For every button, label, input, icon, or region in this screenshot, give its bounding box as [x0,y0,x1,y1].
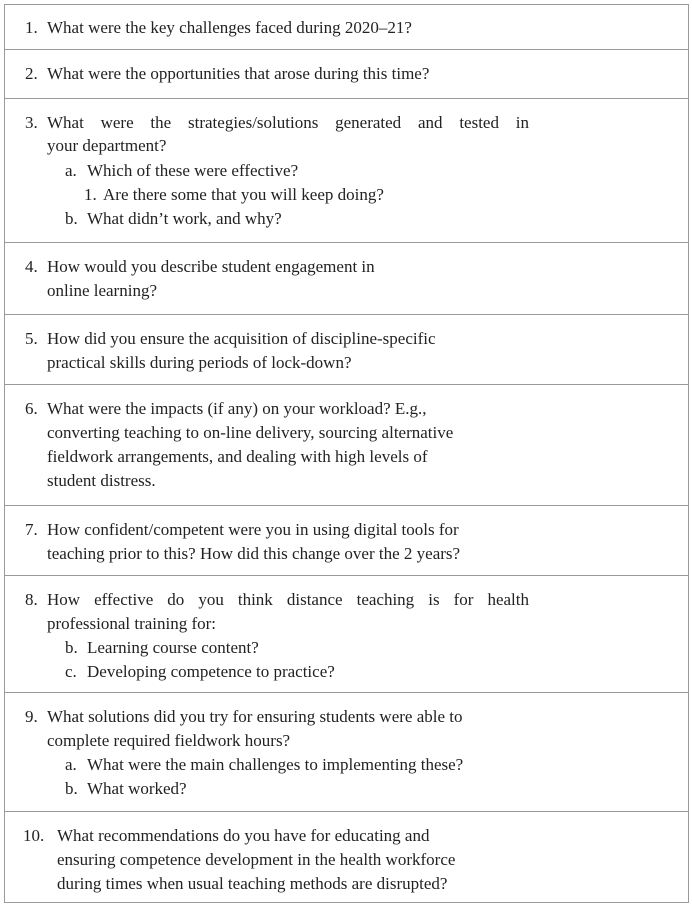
question-number: 3. [25,113,38,132]
question-text: ensuring competence development in the health workforce [57,850,456,869]
sub-item-marker: a. [65,161,77,180]
question-row-1 [5,5,688,49]
sub-item-marker: c. [65,662,77,681]
question-text: What were the impacts (if any) on your workload? E.g., [47,399,427,418]
sub-item-text: Learning course content? [87,638,259,657]
question-row-10 [5,811,688,902]
sub-item-marker: b. [65,638,78,657]
sub-item-marker: b. [65,779,78,798]
question-number: 4. [25,257,38,276]
question-number: 7. [25,520,38,539]
sub-item-text: What were the main challenges to implementing these? [87,755,464,774]
question-number: 8. [25,590,38,609]
question-text: What were the key challenges faced during 2020–21? [47,18,412,37]
question-number: 2. [25,64,38,83]
question-text: How did you ensure the acquisition of discipline-specific [47,329,436,348]
question-text: How confident/competent were you in using digital tools for [47,520,459,539]
sub-item-marker: a. [65,755,77,774]
question-row-4 [5,242,688,314]
question-text: How effective do you think distance teaching is for health [47,590,529,609]
question-text: fieldwork arrangements, and dealing with high levels of [47,447,428,466]
question-number: 5. [25,329,38,348]
question-text: during times when usual teaching methods are disrupted? [57,874,448,893]
sub-item-text: Which of these were effective? [87,161,299,180]
question-text: teaching prior to this? How did this change over the 2 years? [47,544,461,563]
question-row-6 [5,384,688,505]
question-text: complete required fieldwork hours? [47,731,291,750]
question-text: What solutions did you try for ensuring students were able to [47,707,463,726]
question-text: What were the opportunities that arose during this time? [47,64,430,83]
question-row-3 [5,98,688,242]
sub-item-text: What worked? [87,779,187,798]
question-row-5 [5,314,688,384]
question-number: 6. [25,399,38,418]
sub-item-text: Are there some that you will keep doing? [103,185,384,204]
question-text: online learning? [47,281,157,300]
question-row-2 [5,49,688,98]
question-text: student distress. [47,471,156,490]
question-row-9 [5,692,688,811]
question-text: your department? [47,136,167,155]
question-number: 1. [25,18,38,37]
sub-item-text: What didn’t work, and why? [87,209,282,228]
question-text: practical skills during periods of lock-down? [47,353,352,372]
sub-item-text: Developing competence to practice? [87,662,335,681]
question-row-8 [5,575,688,692]
question-text: What recommendations do you have for educating and [57,826,430,845]
question-text: converting teaching to on-line delivery, sourcing alternative [47,423,454,442]
question-number: 10. [23,826,45,845]
question-text: How would you describe student engagement in [47,257,375,276]
questions-table [4,4,689,903]
question-text: professional training for: [47,614,217,633]
question-row-7 [5,505,688,575]
question-text: What were the strategies/solutions generated and tested in [47,113,529,132]
sub-item-marker: b. [65,209,78,228]
question-number: 9. [25,707,38,726]
sub-item-marker: 1. [84,185,97,204]
